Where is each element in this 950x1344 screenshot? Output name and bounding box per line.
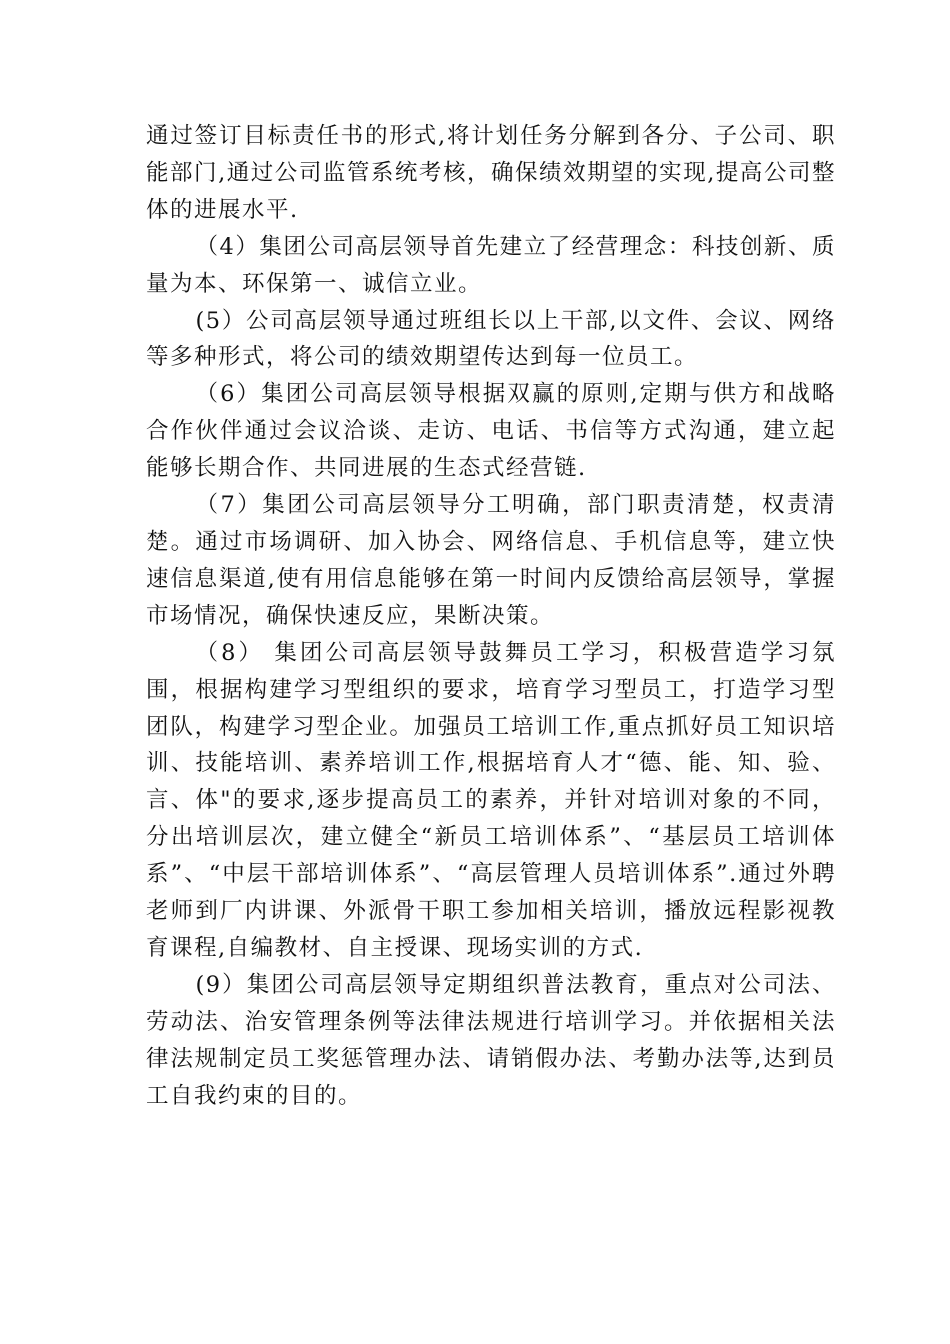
paragraph-item-6: （6）集团公司高层领导根据双赢的原则,定期与供方和战略合作伙伴通过会议洽谈、走访、电话、书信等方式沟通，建立起能够长期合作、共同进展的生态式经营链.: [146, 381, 836, 482]
paragraph-item-7: （7）集团公司高层领导分工明确，部门职责清楚，权责清楚。通过市场调研、加入协会、网络信息、手机信息等，建立快速信息渠道,使有用信息能够在第一时间内反馈给高层领导，掌握市场情况，确保快速反应，果断决策。: [146, 492, 836, 629]
paragraph-item-4: （4）集团公司高层领导首先建立了经营理念：科技创新、质量为本、环保第一、诚信立业。: [146, 233, 836, 297]
paragraph-item-8: （8） 集团公司高层领导鼓舞员工学习，积极营造学习氛围，根据构建学习型组织的要求，培育学习型员工，打造学习型团队，构建学习型企业。加强员工培训工作,重点抓好员工知识培训、技能培训、素养培训工作,根据培育人才“德、能、知、验、言、体"的要求,逐步提高员工的素养，并针对培训对象的不同，分出培训层次，建立健全“新员工培训体系”、“基层员工培训体系”、“中层干部培训体系”、“高层管理人员培训体系”.通过外聘老师到厂内讲课、外派骨干职工参加相关培训，播放远程影视教育课程,自编教材、自主授课、现场实训的方式.: [146, 639, 836, 961]
paragraph-item-5: (5）公司高层领导通过班组长以上干部,以文件、会议、网络等多种形式，将公司的绩效期望传达到每一位员工。: [146, 307, 836, 371]
paragraph-intro: 通过签订目标责任书的形式,将计划任务分解到各分、子公司、职能部门,通过公司监管系统考核，确保绩效期望的实现,提高公司整体的进展水平.: [146, 123, 836, 223]
document-body: [146, 118, 836, 1114]
paragraph-item-9: (9）集团公司高层领导定期组织普法教育，重点对公司法、劳动法、治安管理条例等法律法规进行培训学习。并依据相关法律法规制定员工奖惩管理办法、请销假办法、考勤办法等,达到员工自我约束的目的。: [146, 971, 836, 1109]
